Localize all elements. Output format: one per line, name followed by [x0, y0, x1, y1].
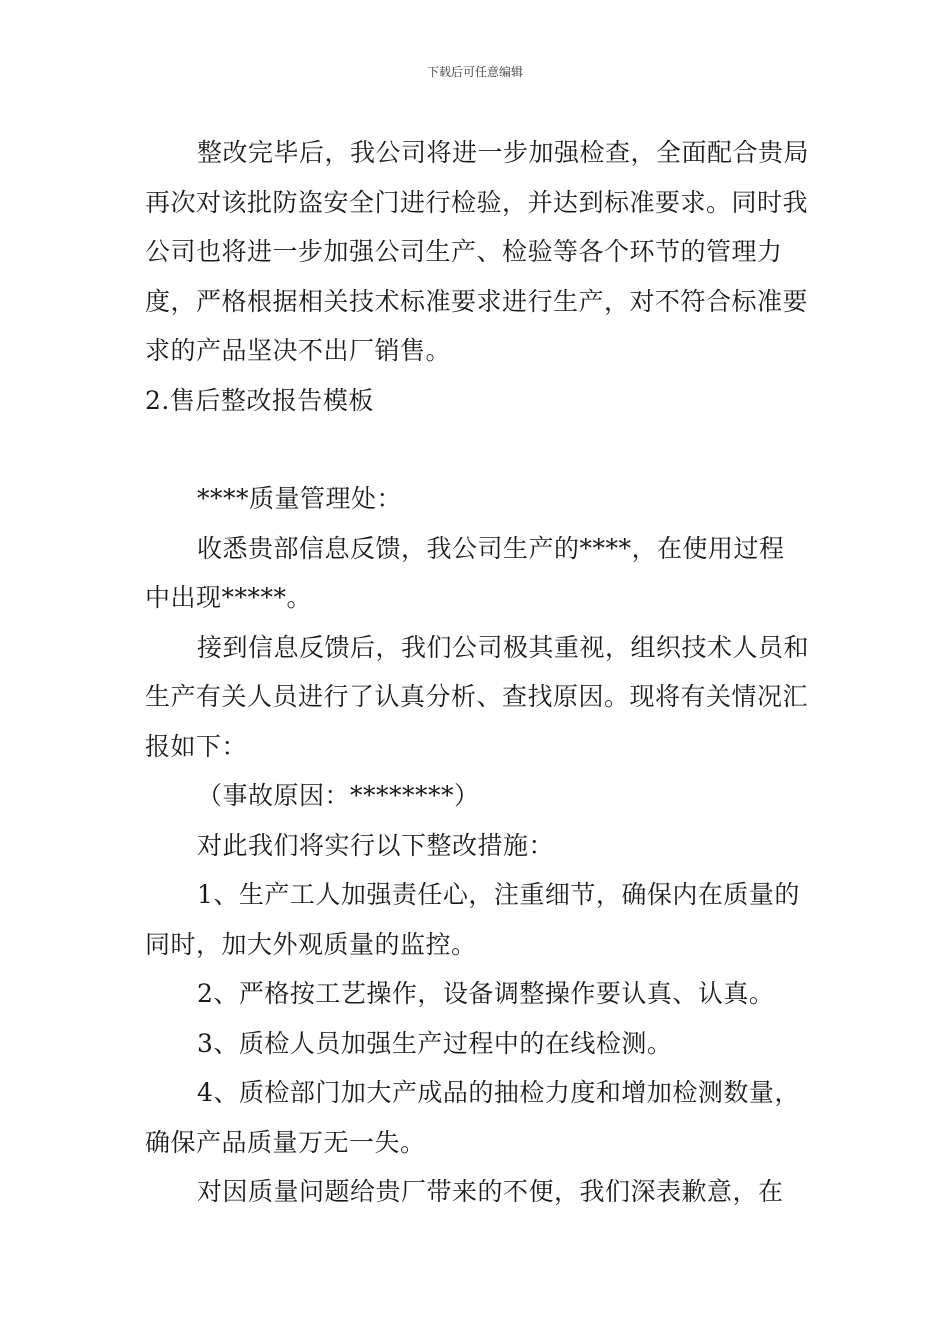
measure-item-3: 3、质检人员加强生产过程中的在线检测。: [197, 1028, 673, 1058]
measure-item-2: 2、严格按工艺操作，设备调整操作要认真、认真。: [197, 979, 775, 1008]
paragraph-apology: 对因质量问题给贵厂带来的不便，我们深表歉意，在: [197, 1177, 784, 1206]
salutation: ****质量管理处：: [197, 484, 403, 513]
paragraph-feedback-received: 收悉贵部信息反馈，我公司生产的****，在使用过程中出现*****。: [145, 533, 785, 612]
paragraph-cause: （事故原因：********）: [197, 781, 480, 810]
page-header-note: 下载后可任意编辑: [426, 65, 523, 79]
measure-item-4: 4、质检部门加大产成品的抽检力度和增加检测数量，确保产品质量万无一失。: [145, 1078, 800, 1157]
measure-item-1: 1、生产工人加强责任心，注重细节，确保内在质量的同时，加大外观质量的监控。: [145, 880, 800, 959]
paragraph-analysis: 接到信息反馈后，我们公司极其重视，组织技术人员和生产有关人员进行了认真分析、查找原因。现将有关情况汇报如下：: [145, 632, 810, 761]
document-body: [145, 128, 809, 1217]
paragraph-rectification-complete: 整改完毕后，我公司将进一步加强检查，全面配合贵局再次对该批防盗安全门进行检验，并达到标准要求。同时我公司也将进一步加强公司生产、检验等各个环节的管理力度，严格根据相关技术标准要求进行生产，对不符合标准要求的产品坚决不出厂销售。: [145, 138, 810, 365]
blank-line: [145, 425, 809, 474]
section-title: 2.售后整改报告模板: [145, 385, 374, 415]
paragraph-measures-intro: 对此我们将实行以下整改措施：: [197, 830, 555, 860]
